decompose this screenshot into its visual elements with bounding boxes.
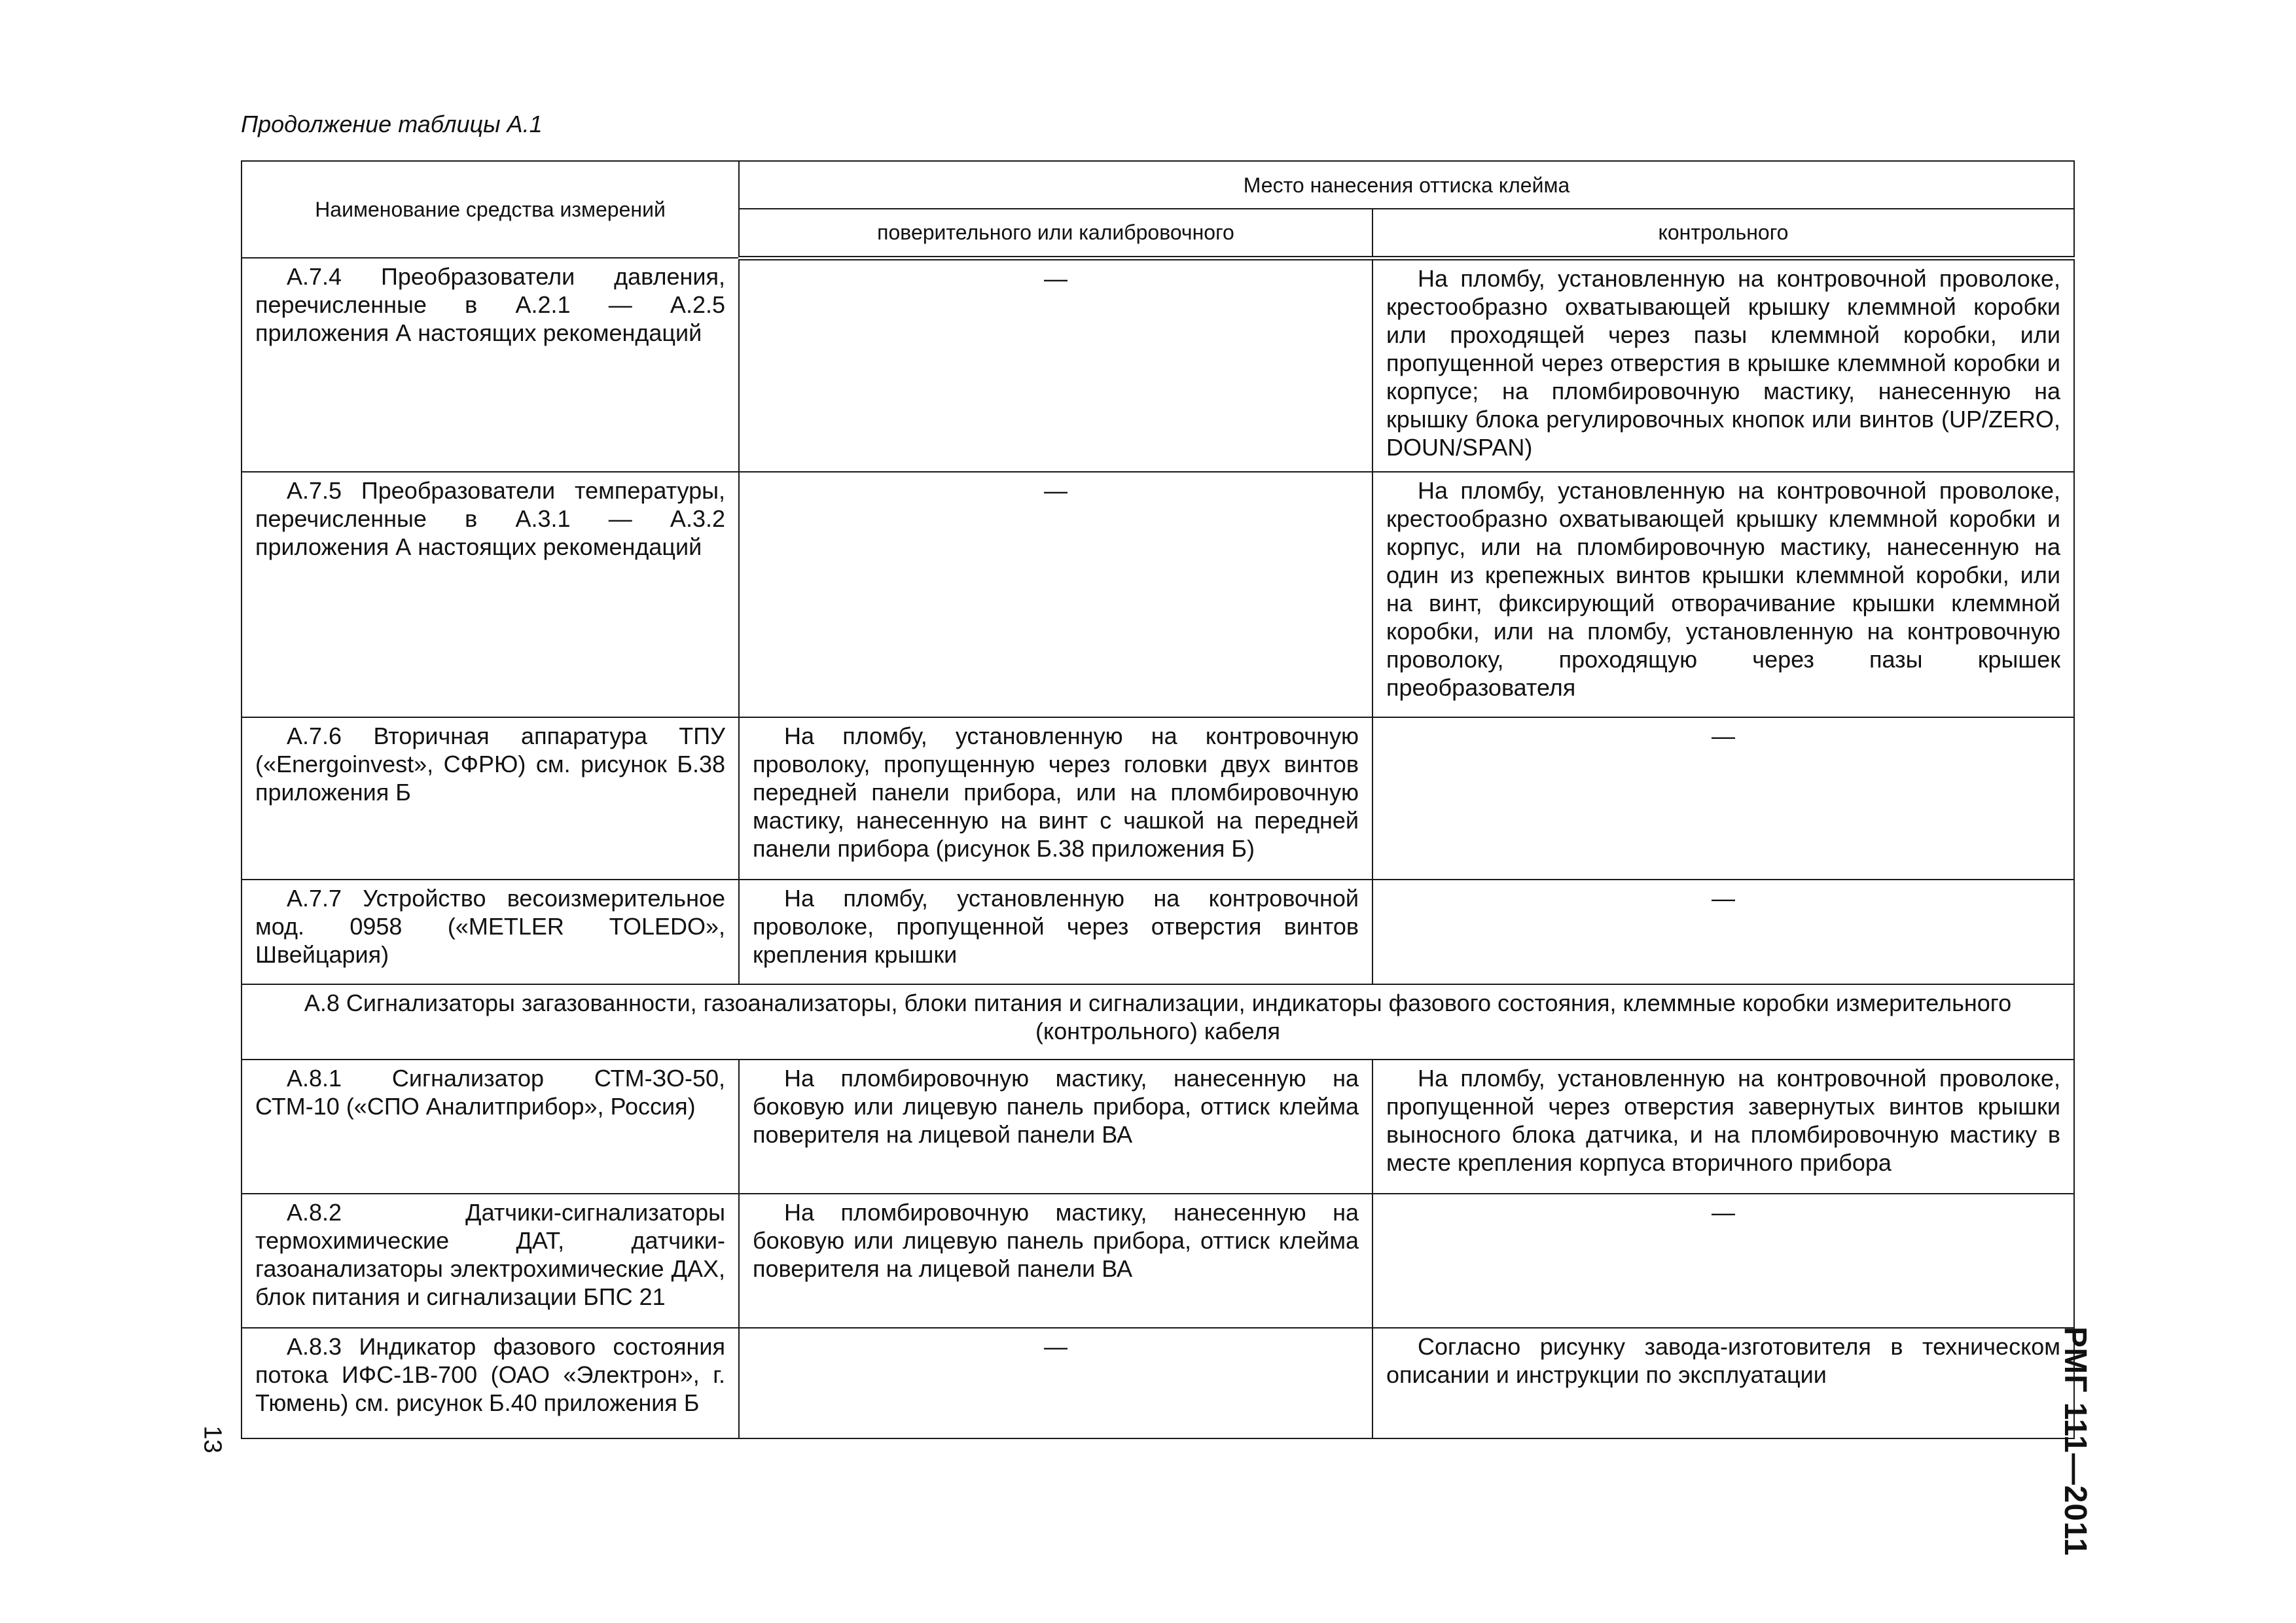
row-verify-a82: На пломбировочную мастику, нанесенную на боковую или лицевую панель прибора, оттиск клейма поверителя на лицевой панели ВА <box>739 1194 1372 1328</box>
row-verify-a76: На пломбу, установленную на контровочную проволоку, пропущенную через головки двух винтов передней панели прибора, или на пломбировочную мастику, нанесенную на винт с чашкой на передней панели прибора (рисунок Б.38 приложения Б) <box>739 717 1372 880</box>
page-number: 13 <box>198 1425 226 1454</box>
row-control-a75: На пломбу, установленную на контровочной проволоке, крестообразно охватывающей крышку клеммной коробки и корпус, или на пломбировочную мастику, нанесенную на один из крепежных винтов крышки клеммной коробки, или на винт, фиксирующий отворачивание крышки клеммной коробки, или на пломбу, установленную на контровочную проволоку, проходящую через пазы крышек преобразователя <box>1372 472 2074 717</box>
row-name-a76: А.7.6 Вторичная аппаратура ТПУ («Energoinvest», СФРЮ) см. рисунок Б.38 приложения Б <box>242 717 739 880</box>
section-row <box>242 984 2074 1060</box>
table-row <box>242 717 2074 880</box>
row-name-a82: А.8.2 Датчики-сигнализаторы термохимические ДАТ, датчики-газоанализаторы электрохимические ДАХ, блок питания и сигнализации БПС 21 <box>242 1194 739 1328</box>
row-control-a83: Согласно рисунку завода-изготовителя в техническом описании и инструкции по эксплуатации <box>1372 1328 2074 1438</box>
row-name-a83: А.8.3 Индикатор фазового состояния потока ИФС-1В-700 (ОАО «Электрон», г. Тюмень) см. рисунок Б.40 приложения Б <box>242 1328 739 1438</box>
marks-table <box>241 160 2075 1439</box>
document-number: РМГ 111—2011 <box>2058 1327 2092 1556</box>
row-name-a74: А.7.4 Преобразователи давления, перечисленные в А.2.1 — А.2.5 приложения А настоящих рекомендаций <box>242 258 739 472</box>
row-control-a82: — <box>1372 1194 2074 1328</box>
row-verify-a77: На пломбу, установленную на контровочной проволоке, пропущенной через отверстия винтов крепления крышки <box>739 880 1372 984</box>
table-row <box>242 1194 2074 1328</box>
header-verify: поверительного или калибровочного <box>739 209 1372 258</box>
table-row <box>242 880 2074 984</box>
row-control-a77: — <box>1372 880 2074 984</box>
row-verify-a75: — <box>739 472 1372 717</box>
row-verify-a83: — <box>739 1328 1372 1438</box>
row-control-a76: — <box>1372 717 2074 880</box>
row-control-a81: На пломбу, установленную на контровочной проволоке, пропущенной через отверстия завернутых винтов крышки выносного блока датчика, и на пломбировочную мастику в месте крепления корпуса вторичного прибора <box>1372 1060 2074 1194</box>
table-row <box>242 472 2074 717</box>
table-row <box>242 1060 2074 1194</box>
header-control: контрольного <box>1372 209 2074 258</box>
row-name-a75: А.7.5 Преобразователи температуры, перечисленные в А.3.1 — А.3.2 приложения А настоящих рекомендаций <box>242 472 739 717</box>
row-name-a77: А.7.7 Устройство весоизмерительное мод. 0958 («METLER TOLEDO», Швейцария) <box>242 880 739 984</box>
row-control-a74: На пломбу, установленную на контровочной проволоке, крестообразно охватывающей крышку клеммной коробки или проходящей через пазы клеммной коробки, или пропущенной через отверстия в крышке клеммной коробки и корпусе; на пломбировочную мастику, нанесенную на крышку блока регулировочных кнопок или винтов (UP/ZERO, DOUN/SPAN) <box>1372 258 2074 472</box>
row-verify-a81: На пломбировочную мастику, нанесенную на боковую или лицевую панель прибора, оттиск клейма поверителя на лицевой панели ВА <box>739 1060 1372 1194</box>
table-row <box>242 258 2074 472</box>
table-row <box>242 1328 2074 1438</box>
header-name: Наименование средства измерений <box>242 161 739 258</box>
row-verify-a74: — <box>739 258 1372 472</box>
header-place: Место нанесения оттиска клейма <box>739 161 2074 209</box>
section-a8: А.8 Сигнализаторы загазованности, газоанализаторы, блоки питания и сигнализации, индикаторы фазового состояния, клеммные коробки измерительного (контрольного) кабеля <box>242 984 2074 1060</box>
table-caption: Продолжение таблицы А.1 <box>241 111 543 137</box>
row-name-a81: А.8.1 Сигнализатор СТМ-ЗО-50, СТМ-10 («СПО Аналитприбор», Россия) <box>242 1060 739 1194</box>
